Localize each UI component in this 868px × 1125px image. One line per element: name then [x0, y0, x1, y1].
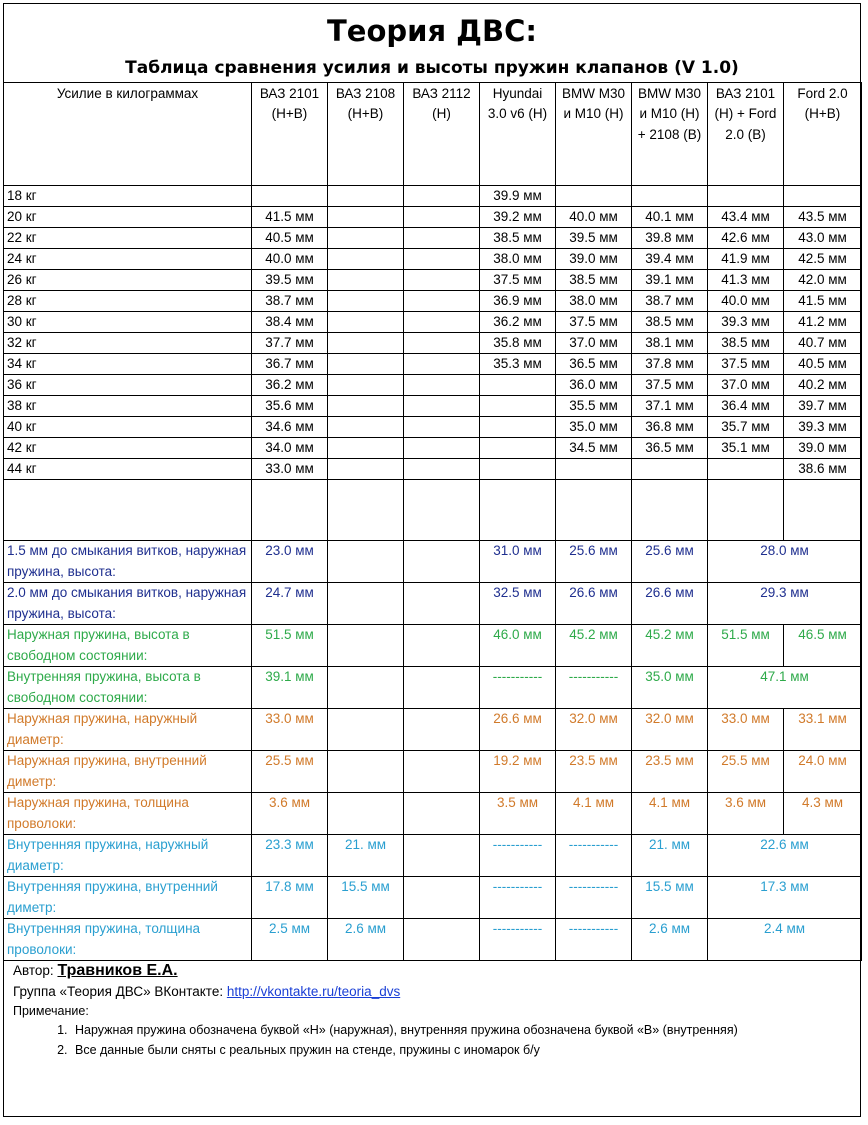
table-cell: 37.8 мм [632, 354, 708, 375]
table-cell [404, 835, 480, 877]
row-label: 26 кг [4, 270, 252, 291]
table-cell: 46.0 мм [480, 625, 556, 667]
header-col: ВАЗ 2101 (Н) + Ford 2.0 (В) [708, 83, 784, 186]
header-col: Ford 2.0 (Н+В) [784, 83, 862, 186]
table-cell: 37.0 мм [708, 375, 784, 396]
table-cell: 33.1 мм [784, 709, 862, 751]
merged-cell: 22.6 мм [708, 835, 862, 877]
table-cell [480, 396, 556, 417]
table-cell: 36.5 мм [556, 354, 632, 375]
header-col: ВАЗ 2101 (Н+В) [252, 83, 328, 186]
property-label: Внутренняя пружина, толщина проволоки: [4, 919, 252, 961]
table-cell: 39.4 мм [632, 249, 708, 270]
table-cell: 2.6 мм [328, 919, 404, 961]
table-cell: 36.4 мм [708, 396, 784, 417]
table-cell: ----------- [480, 877, 556, 919]
table-cell [556, 186, 632, 207]
property-label: Наружная пружина, высота в свободном состоянии: [4, 625, 252, 667]
table-row [4, 333, 862, 354]
empty-cell [4, 480, 252, 541]
table-cell: 40.5 мм [784, 354, 862, 375]
table-cell [404, 625, 480, 667]
table-cell: 3.6 мм [708, 793, 784, 835]
table-cell: 15.5 мм [632, 877, 708, 919]
table-cell: 35.6 мм [252, 396, 328, 417]
property-row [4, 709, 862, 751]
table-cell: 37.5 мм [708, 354, 784, 375]
table-cell: 38.4 мм [252, 312, 328, 333]
author-label: Автор: [13, 963, 54, 978]
property-row [4, 751, 862, 793]
table-cell: 39.7 мм [784, 396, 862, 417]
table-cell: 45.2 мм [632, 625, 708, 667]
table-cell: 4.3 мм [784, 793, 862, 835]
table-cell: 39.3 мм [784, 417, 862, 438]
table-cell [632, 186, 708, 207]
row-label: 34 кг [4, 354, 252, 375]
table-cell [328, 396, 404, 417]
table-cell [328, 751, 404, 793]
row-label: 38 кг [4, 396, 252, 417]
table-cell [404, 417, 480, 438]
table-cell: 25.6 мм [556, 541, 632, 583]
table-cell [328, 438, 404, 459]
table-cell [328, 375, 404, 396]
table-cell [708, 186, 784, 207]
empty-cell [784, 480, 862, 541]
table-cell: ----------- [556, 877, 632, 919]
table-cell: 42.0 мм [784, 270, 862, 291]
table-cell: 42.5 мм [784, 249, 862, 270]
property-row [4, 541, 862, 583]
header-col: BMW M30 и M10 (Н) [556, 83, 632, 186]
table-cell: 33.0 мм [252, 459, 328, 480]
empty-cell [708, 480, 784, 541]
table-cell: 2.6 мм [632, 919, 708, 961]
empty-cell [404, 480, 480, 541]
table-cell: 39.5 мм [556, 228, 632, 249]
table-cell: 40.1 мм [632, 207, 708, 228]
empty-cell [252, 480, 328, 541]
table-row [4, 291, 862, 312]
table-cell [404, 438, 480, 459]
table-cell [328, 270, 404, 291]
table-cell [480, 459, 556, 480]
table-cell: 46.5 мм [784, 625, 862, 667]
table-row [4, 438, 862, 459]
spacer-row [4, 480, 862, 541]
table-cell: 2.5 мм [252, 919, 328, 961]
table-cell: 51.5 мм [708, 625, 784, 667]
table-cell [328, 417, 404, 438]
table-cell: 21. мм [632, 835, 708, 877]
row-label: 18 кг [4, 186, 252, 207]
note-item: 1. Наружная пружина обозначена буквой «Н» (наружная), внутренняя пружина обозначена буквой «В» (внутренняя) [71, 1020, 738, 1040]
group-text: Группа «Теория ДВС» ВКонтакте: [13, 984, 224, 999]
table-cell [328, 625, 404, 667]
table-cell [404, 354, 480, 375]
empty-cell [632, 480, 708, 541]
footer [13, 960, 738, 1060]
note-label: Примечание: [13, 1004, 89, 1018]
table-cell [404, 919, 480, 961]
row-label: 20 кг [4, 207, 252, 228]
table-cell: 34.5 мм [556, 438, 632, 459]
table-cell: 21. мм [328, 835, 404, 877]
table-cell [328, 228, 404, 249]
table-cell: 38.0 мм [480, 249, 556, 270]
table-cell: 43.4 мм [708, 207, 784, 228]
table-cell: 33.0 мм [708, 709, 784, 751]
table-cell: 38.0 мм [556, 291, 632, 312]
table-cell [404, 751, 480, 793]
table-cell: 35.5 мм [556, 396, 632, 417]
table-cell: 41.2 мм [784, 312, 862, 333]
table-cell: 41.9 мм [708, 249, 784, 270]
table-cell: 38.6 мм [784, 459, 862, 480]
property-label: Внутренняя пружина, наружный диаметр: [4, 835, 252, 877]
table-cell: 31.0 мм [480, 541, 556, 583]
table-cell [404, 333, 480, 354]
table-cell [708, 459, 784, 480]
table-row [4, 207, 862, 228]
table-cell: 35.0 мм [632, 667, 708, 709]
table-cell: ----------- [556, 919, 632, 961]
table-cell [404, 459, 480, 480]
property-row [4, 793, 862, 835]
table-cell [480, 417, 556, 438]
table-cell [328, 793, 404, 835]
table-cell: 37.5 мм [632, 375, 708, 396]
table-cell: 43.5 мм [784, 207, 862, 228]
table-cell: 38.1 мм [632, 333, 708, 354]
table-cell: 35.7 мм [708, 417, 784, 438]
table-cell: 23.5 мм [632, 751, 708, 793]
table-cell: 36.7 мм [252, 354, 328, 375]
table-body [4, 83, 862, 961]
table-cell: 39.8 мм [632, 228, 708, 249]
table-cell: 37.5 мм [556, 312, 632, 333]
author-line [13, 960, 738, 981]
table-cell: 4.1 мм [632, 793, 708, 835]
table-cell: 38.7 мм [632, 291, 708, 312]
table-cell [328, 207, 404, 228]
property-label: Наружная пружина, наружный диаметр: [4, 709, 252, 751]
table-cell: 38.7 мм [252, 291, 328, 312]
table-cell: 24.0 мм [784, 751, 862, 793]
table-cell: 3.6 мм [252, 793, 328, 835]
property-row [4, 667, 862, 709]
table-row [4, 228, 862, 249]
table-cell: 32.0 мм [556, 709, 632, 751]
table-cell: 40.7 мм [784, 333, 862, 354]
property-label: 2.0 мм до смыкания витков, наружная пружина, высота: [4, 583, 252, 625]
table-cell: 38.5 мм [708, 333, 784, 354]
table-cell: 36.2 мм [480, 312, 556, 333]
table-cell: 40.0 мм [252, 249, 328, 270]
table-cell: 4.1 мм [556, 793, 632, 835]
table-cell [632, 459, 708, 480]
table-cell: 39.5 мм [252, 270, 328, 291]
row-label: 36 кг [4, 375, 252, 396]
table-cell [784, 186, 862, 207]
merged-cell: 28.0 мм [708, 541, 862, 583]
table-cell: 36.5 мм [632, 438, 708, 459]
table-cell: 25.6 мм [632, 541, 708, 583]
note-item: 2. Все данные были сняты с реальных пружин на стенде, пружины с иномарок б/у [71, 1040, 738, 1060]
property-row [4, 583, 862, 625]
table-cell: 51.5 мм [252, 625, 328, 667]
table-cell: 24.7 мм [252, 583, 328, 625]
page-subtitle: Таблица сравнения усилия и высоты пружин клапанов (V 1.0) [125, 58, 739, 78]
table-cell: 26.6 мм [480, 709, 556, 751]
table-cell: 39.3 мм [708, 312, 784, 333]
table-cell: 39.1 мм [252, 667, 328, 709]
table-cell: 23.3 мм [252, 835, 328, 877]
table-cell [328, 583, 404, 625]
table-cell [252, 186, 328, 207]
row-label: 28 кг [4, 291, 252, 312]
table-row [4, 312, 862, 333]
table-cell: 35.1 мм [708, 438, 784, 459]
table-cell: 45.2 мм [556, 625, 632, 667]
table-cell [404, 270, 480, 291]
property-row [4, 919, 862, 961]
table-cell: 32.5 мм [480, 583, 556, 625]
property-label: Наружная пружина, толщина проволоки: [4, 793, 252, 835]
table-cell: 17.8 мм [252, 877, 328, 919]
table-cell: 40.0 мм [556, 207, 632, 228]
table-row [4, 354, 862, 375]
table-cell: ----------- [480, 919, 556, 961]
table-cell [328, 459, 404, 480]
table-cell: 42.6 мм [708, 228, 784, 249]
page-title: Теория ДВС: [327, 14, 537, 48]
table-cell [404, 877, 480, 919]
author-name: Травников Е.А. [57, 962, 178, 979]
table-row [4, 396, 862, 417]
table-cell: 40.0 мм [708, 291, 784, 312]
table-cell: ----------- [480, 835, 556, 877]
merged-cell: 47.1 мм [708, 667, 862, 709]
property-label: Внутренняя пружина, внутренний диметр: [4, 877, 252, 919]
table-cell [404, 793, 480, 835]
table-cell: 38.5 мм [632, 312, 708, 333]
table-cell [404, 291, 480, 312]
group-line [13, 981, 738, 1002]
table-cell: 36.0 мм [556, 375, 632, 396]
table-cell [328, 312, 404, 333]
header-col: Hyundai 3.0 v6 (Н) [480, 83, 556, 186]
row-label: 44 кг [4, 459, 252, 480]
table-cell: 34.6 мм [252, 417, 328, 438]
table-cell: 23.5 мм [556, 751, 632, 793]
table-cell: 38.5 мм [556, 270, 632, 291]
property-row [4, 835, 862, 877]
table-cell: 39.9 мм [480, 186, 556, 207]
table-cell [328, 333, 404, 354]
table-cell [404, 667, 480, 709]
table-cell: ----------- [556, 667, 632, 709]
header-row-label: Усилие в килограммах [4, 83, 252, 186]
table-cell: 35.3 мм [480, 354, 556, 375]
table-cell: 35.0 мм [556, 417, 632, 438]
row-label: 32 кг [4, 333, 252, 354]
table-cell: 39.0 мм [556, 249, 632, 270]
table-cell: 34.0 мм [252, 438, 328, 459]
table-cell [404, 583, 480, 625]
table-cell: 36.8 мм [632, 417, 708, 438]
header-col: ВАЗ 2112 (Н) [404, 83, 480, 186]
table-cell: 25.5 мм [252, 751, 328, 793]
table-cell [480, 438, 556, 459]
table-row [4, 417, 862, 438]
table-cell [404, 709, 480, 751]
table-cell [404, 541, 480, 583]
property-label: Наружная пружина, внутренний диметр: [4, 751, 252, 793]
table-cell: 40.5 мм [252, 228, 328, 249]
table-cell: 35.8 мм [480, 333, 556, 354]
table-cell [404, 228, 480, 249]
table-cell: 33.0 мм [252, 709, 328, 751]
table-cell: 15.5 мм [328, 877, 404, 919]
table-cell [404, 186, 480, 207]
table-cell [328, 186, 404, 207]
table-cell: 26.6 мм [632, 583, 708, 625]
table-cell: 19.2 мм [480, 751, 556, 793]
table-cell: 37.5 мм [480, 270, 556, 291]
table-cell: 41.5 мм [252, 207, 328, 228]
table-cell: 40.2 мм [784, 375, 862, 396]
table-cell [328, 249, 404, 270]
table-cell [328, 667, 404, 709]
table-cell: 38.5 мм [480, 228, 556, 249]
comparison-table [3, 82, 862, 961]
table-cell: 37.1 мм [632, 396, 708, 417]
table-row [4, 249, 862, 270]
table-cell [328, 291, 404, 312]
table-cell [404, 312, 480, 333]
table-cell [556, 459, 632, 480]
table-cell [328, 354, 404, 375]
table-cell [404, 249, 480, 270]
table-cell [404, 396, 480, 417]
notes-list [13, 1020, 738, 1060]
table-cell [328, 541, 404, 583]
table-cell: 23.0 мм [252, 541, 328, 583]
table-cell: 36.9 мм [480, 291, 556, 312]
group-link[interactable]: http://vkontakte.ru/teoria_dvs [226, 984, 401, 999]
row-label: 30 кг [4, 312, 252, 333]
table-row [4, 459, 862, 480]
table-cell: 39.2 мм [480, 207, 556, 228]
table-cell: 39.0 мм [784, 438, 862, 459]
table-row [4, 375, 862, 396]
table-row [4, 186, 862, 207]
table-cell: 37.7 мм [252, 333, 328, 354]
table-cell: 41.3 мм [708, 270, 784, 291]
document-sheet [3, 3, 861, 1117]
merged-cell: 2.4 мм [708, 919, 862, 961]
table-cell: 37.0 мм [556, 333, 632, 354]
row-label: 40 кг [4, 417, 252, 438]
table-row [4, 270, 862, 291]
table-cell: 43.0 мм [784, 228, 862, 249]
table-cell [404, 207, 480, 228]
row-label: 22 кг [4, 228, 252, 249]
table-cell: ----------- [556, 835, 632, 877]
table-cell: 3.5 мм [480, 793, 556, 835]
property-row [4, 877, 862, 919]
table-cell [404, 375, 480, 396]
empty-cell [556, 480, 632, 541]
empty-cell [480, 480, 556, 541]
table-cell [328, 709, 404, 751]
table-cell: ----------- [480, 667, 556, 709]
merged-cell: 29.3 мм [708, 583, 862, 625]
empty-cell [328, 480, 404, 541]
row-label: 24 кг [4, 249, 252, 270]
table-cell: 39.1 мм [632, 270, 708, 291]
row-label: 42 кг [4, 438, 252, 459]
header-col: ВАЗ 2108 (Н+В) [328, 83, 404, 186]
table-cell: 36.2 мм [252, 375, 328, 396]
table-cell [480, 375, 556, 396]
header-row [4, 83, 862, 186]
table-cell: 32.0 мм [632, 709, 708, 751]
merged-cell: 17.3 мм [708, 877, 862, 919]
table-cell: 26.6 мм [556, 583, 632, 625]
table-cell: 25.5 мм [708, 751, 784, 793]
table-cell: 41.5 мм [784, 291, 862, 312]
property-label: Внутренняя пружина, высота в свободном состоянии: [4, 667, 252, 709]
property-label: 1.5 мм до смыкания витков, наружная пружина, высота: [4, 541, 252, 583]
header-col: BMW M30 и M10 (Н) + 2108 (В) [632, 83, 708, 186]
property-row [4, 625, 862, 667]
